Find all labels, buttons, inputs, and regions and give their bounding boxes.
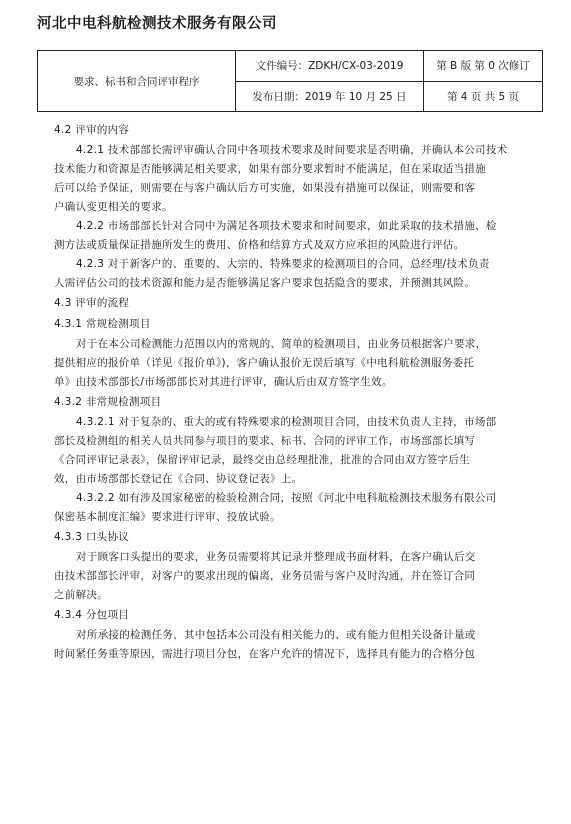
paragraph-line: 《合同评审记录表》，保留评审记录，最终交由总经理批准，批准的合同由双方签字后生 — [54, 454, 470, 466]
paragraph-line: 4.2.2 市场部部长针对合同中为满足各项技术要求和时间要求，如此采取的技术措施、检 — [76, 220, 497, 232]
subsection-heading: 4.3.2 非常规检测项目 — [54, 396, 162, 408]
paragraph-line: 4.3.2.1 对于复杂的、重大的或有特殊要求的检测项目合同，由技术负责人主持，市场部 — [76, 416, 497, 428]
paragraph-line: 时间紧任务重等原因，需进行项目分包，在客户允许的情况下，选择具有能力的合格分包 — [54, 648, 476, 660]
paragraph-line: 对于在本公司检测能力范围以内的常规的、简单的检测项目，由业务员根据客户要求， — [76, 338, 487, 350]
paragraph-line: 提供相应的报价单（详见《报价单》)，客户确认报价无误后填写《中电科航检测服务委托 — [54, 357, 475, 369]
section-heading: 4.2 评审的内容 — [54, 124, 130, 136]
paragraph-line: 保密基本制度汇编》要求进行评审、投放试验。 — [54, 511, 281, 523]
paragraph-line: 4.2.3 对于新客户的、重要的、大宗的、特殊要求的检测项目的合同，总经理/技术负责 — [76, 258, 490, 270]
paragraph-line: 效，由市场部部长登记在《合同、协议登记表》上。 — [54, 473, 303, 485]
issue-date: 发布日期：2019 年 10 月 25 日 — [236, 81, 424, 112]
subsection-heading: 4.3.3 口头协议 — [54, 531, 130, 543]
paragraph-line: 人需评估公司的技术资源和能力是否能够满足客户要求包括隐含的要求，并预测其风险。 — [54, 277, 476, 289]
paragraph-line: 对于顾客口头提出的要求，业务员需要将其记录并整理成书面材料，在客户确认后交 — [76, 551, 476, 563]
paragraph-line: 户确认变更相关的要求。 — [54, 201, 173, 213]
file-number: 文件编号：ZDKH/CX-03-2019 — [236, 51, 424, 82]
document-body — [54, 120, 542, 664]
page-number: 第 4 页 共 5 页 — [424, 81, 543, 112]
section-heading: 4.3 评审的流程 — [54, 297, 130, 309]
company-name: 河北中电科航检测技术服务有限公司 — [37, 16, 277, 32]
paragraph-line: 技术能力和资源是否能够满足相关要求，如果有部分要求暂时不能满足，但在采取适当措施 — [54, 163, 486, 175]
paragraph-line: 单》由技术部部长/市场部部长对其进行评审，确认后由双方签字生效。 — [54, 376, 393, 388]
paragraph-line: 之前解决。 — [54, 589, 108, 601]
document-header-table — [37, 50, 543, 112]
paragraph-line: 对所承接的检测任务，其中包括本公司没有相关能力的、或有能力但相关设备计量或 — [76, 629, 476, 641]
subsection-heading: 4.3.1 常规检测项目 — [54, 318, 151, 330]
paragraph-line: 4.2.1 技术部部长需评审确认合同中各项技术要求及时间要求是否明确，并确认本公司技术 — [76, 144, 508, 156]
procedure-name: 要求、标书和合同评审程序 — [38, 51, 236, 112]
paragraph-line: 由技术部部长评审，对客户的要求出现的偏离，业务员需与客户及时沟通，并在签订合同 — [54, 570, 476, 582]
version-info: 第 B 版 第 0 次修订 — [424, 51, 543, 82]
paragraph-line: 部长及检测组的相关人员共同参与项目的要求、标书、合同的评审工作，市场部部长填写 — [54, 435, 476, 447]
paragraph-line: 4.3.2.2 如有涉及国家秘密的检验检测合同，按照《河北中电科航检测技术服务有限公司 — [76, 492, 497, 504]
subsection-heading: 4.3.4 分包项目 — [54, 609, 130, 621]
paragraph-line: 后可以给予保证，则需要在与客户确认后方可实施，如果没有措施可以保证，则需要和客 — [54, 182, 476, 194]
paragraph-line: 测方法或质量保证措施所发生的费用、价格和结算方式及双方应承担的风险进行评估。 — [54, 239, 465, 251]
